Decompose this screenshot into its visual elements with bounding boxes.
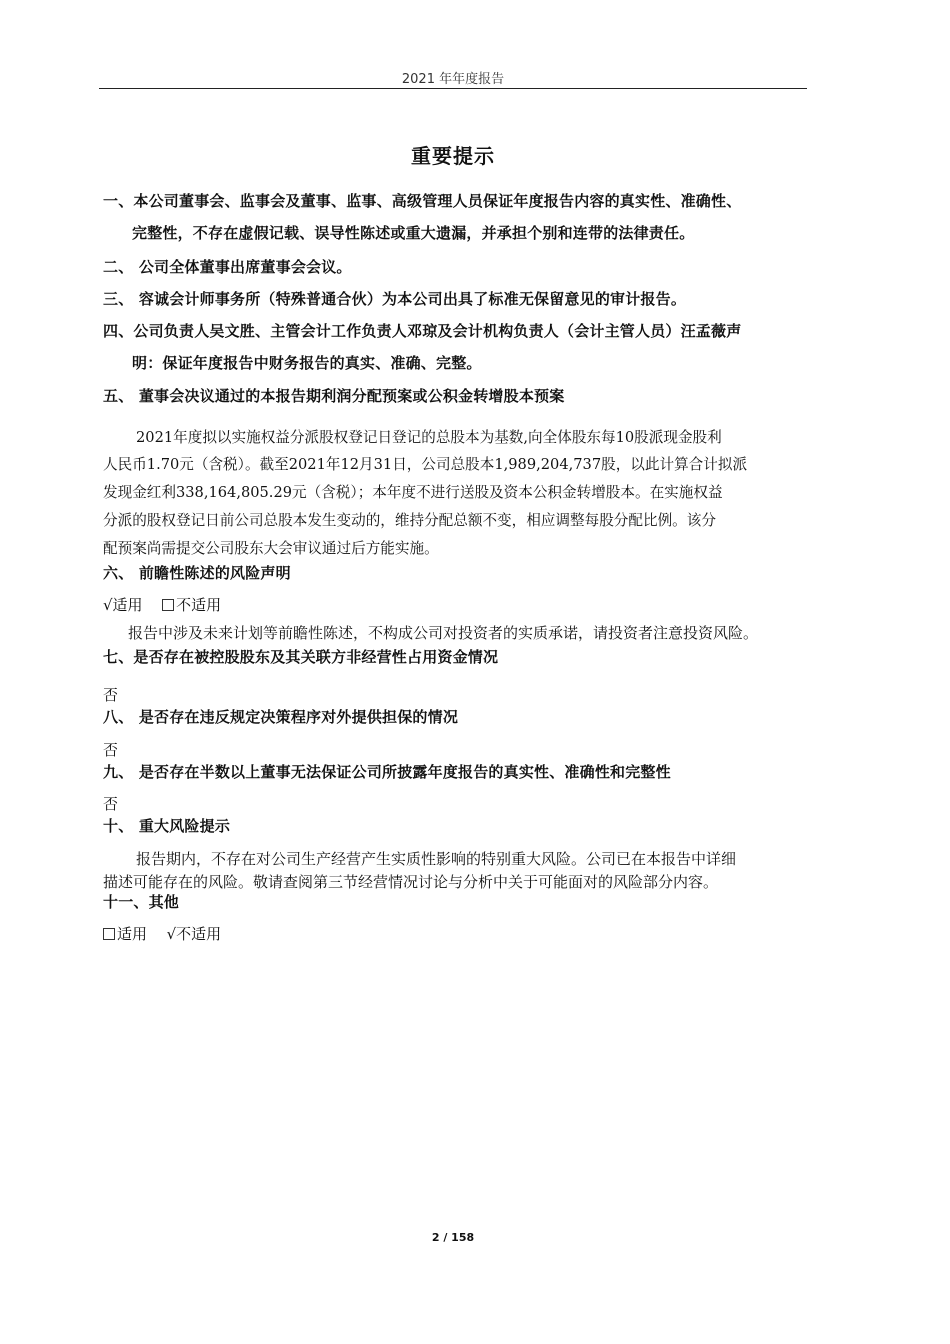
item-10-para-line-1: 报告期内，不存在对公司生产经营产生实质性影响的特别重大风险。公司已在本报告中详细 <box>136 850 737 868</box>
item-6-not-applicable: 不适用 <box>176 596 222 614</box>
item-5-para-line-4: 分派的股权登记日前公司总股本发生变动的，维持分配总额不变，相应调整每股分配比例。该分 <box>103 512 716 529</box>
item-4-line-2: 明：保证年度报告中财务报告的真实、准确、完整。 <box>132 354 482 372</box>
item-6-heading: 六、 前瞻性陈述的风险声明 <box>103 564 291 582</box>
item-5-para-line-5: 配预案尚需提交公司股东大会审议通过后方能实施。 <box>103 540 439 557</box>
item-6-text: 报告中涉及未来计划等前瞻性陈述，不构成公司对投资者的实质承诺，请投资者注意投资风险。 <box>128 624 759 642</box>
item-1-line-2: 完整性，不存在虚假记载、误导性陈述或重大遗漏，并承担个别和连带的法律责任。 <box>132 224 695 242</box>
page-title: 重要提示 <box>411 144 495 168</box>
item-11-not-applicable: √不适用 <box>166 925 222 943</box>
header-divider <box>99 88 807 89</box>
item-9-heading: 九、 是否存在半数以上董事无法保证公司所披露年度报告的真实性、准确性和完整性 <box>103 763 671 781</box>
item-11-options <box>103 923 221 944</box>
item-8-answer: 否 <box>103 741 119 759</box>
item-6-options <box>103 594 221 615</box>
item-10-heading: 十、 重大风险提示 <box>103 817 231 835</box>
item-4-line-1: 四、公司负责人吴文胜、主管会计工作负责人邓琼及会计机构负责人（会计主管人员）汪孟薇声 <box>103 322 742 340</box>
item-1-line-1: 一、本公司董事会、监事会及董事、监事、高级管理人员保证年度报告内容的真实性、准确性、 <box>103 192 742 210</box>
item-3: 三、 容诚会计师事务所（特殊普通合伙）为本公司出具了标准无保留意见的审计报告。 <box>103 290 687 308</box>
item-7-answer: 否 <box>103 686 119 704</box>
item-8-heading: 八、 是否存在违反规定决策程序对外提供担保的情况 <box>103 708 459 726</box>
item-9-answer: 否 <box>103 795 119 813</box>
item-6-applicable: √适用 <box>103 596 143 614</box>
item-7-heading: 七、是否存在被控股股东及其关联方非经营性占用资金情况 <box>103 648 499 666</box>
item-10-para-line-2: 描述可能存在的风险。敬请查阅第三节经营情况讨论与分析中关于可能面对的风险部分内容。 <box>103 873 719 891</box>
item-5-para-line-2: 人民币1.70元（含税）。截至2021年12月31日，公司总股本1,989,204,737股，以此计算合计拟派 <box>103 456 748 473</box>
item-5-para-line-3: 发现金红利338,164,805.29元（含税）；本年度不进行送股及资本公积金转增股本。在实施权益 <box>103 484 723 501</box>
unchecked-box-icon <box>103 928 115 940</box>
header-title: 2021 年年度报告 <box>401 72 505 87</box>
unchecked-box-icon <box>162 599 174 611</box>
item-11-heading: 十一、其他 <box>103 893 180 911</box>
item-5-heading: 五、 董事会决议通过的本报告期利润分配预案或公积金转增股本预案 <box>103 387 565 405</box>
item-5-para-line-1: 2021年度拟以实施权益分派股权登记日登记的总股本为基数,向全体股东每10股派现金股利 <box>136 429 722 446</box>
item-2: 二、 公司全体董事出席董事会会议。 <box>103 258 352 276</box>
page-number: 2 / 158 <box>431 1231 475 1244</box>
item-11-applicable: 适用 <box>117 925 148 943</box>
